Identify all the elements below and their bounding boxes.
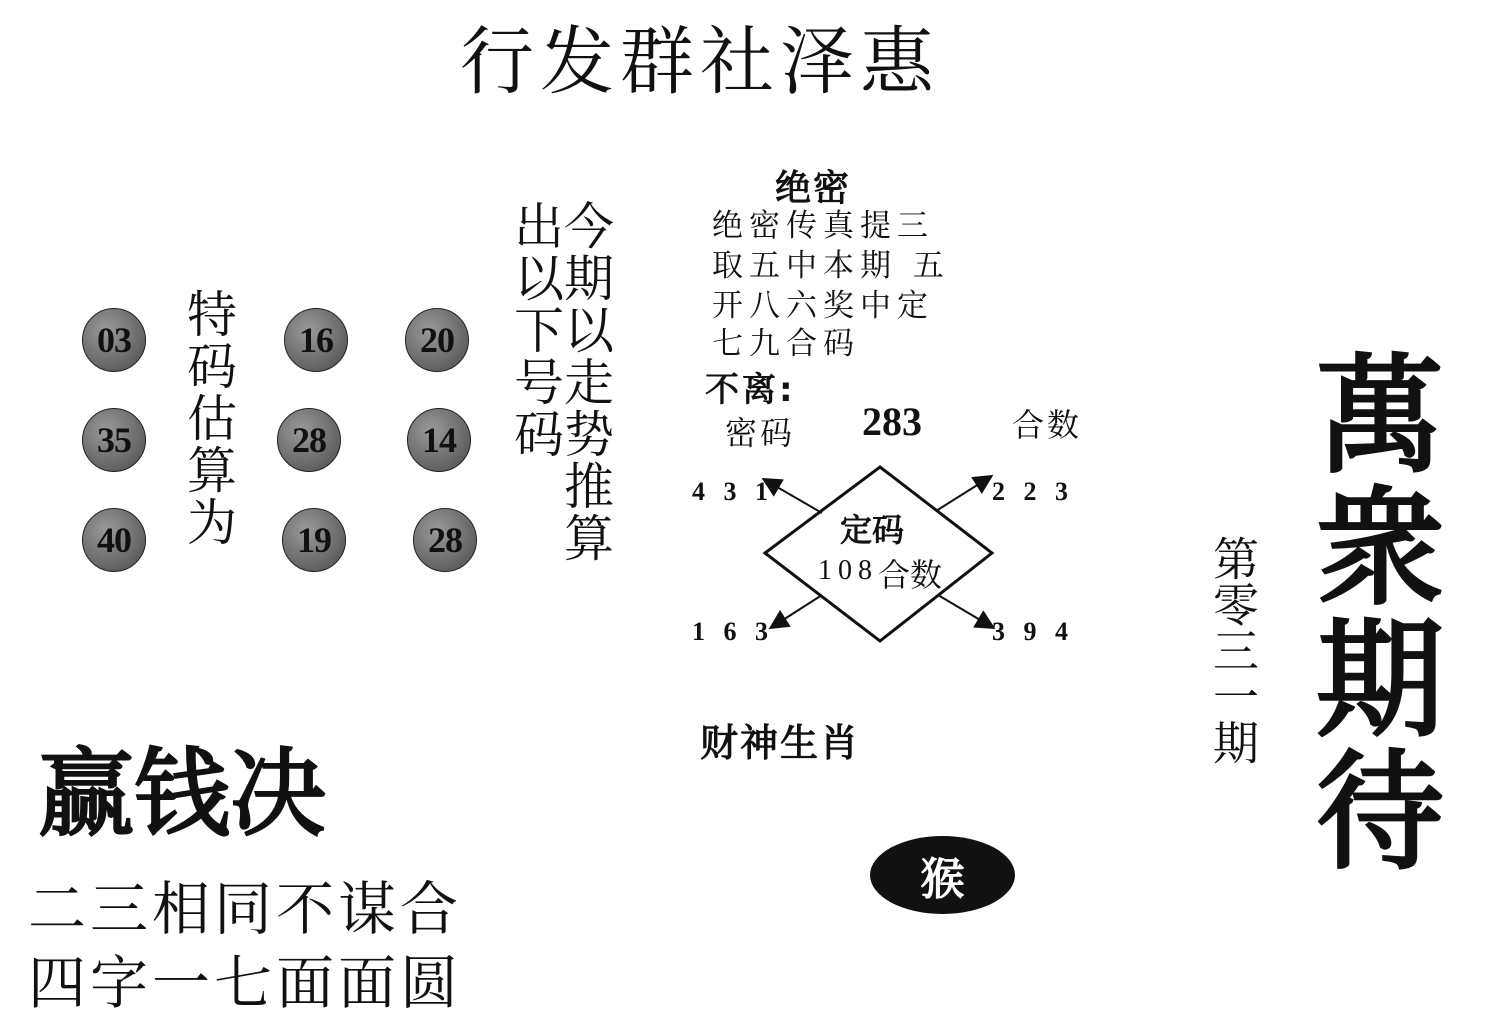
number-ball: 16	[284, 308, 348, 372]
number-ball: 28	[277, 408, 341, 472]
secret-line: 取五中本期 五	[712, 248, 950, 284]
trend-column-2: 出以下号码	[506, 200, 564, 460]
diamond-title: 定码	[840, 511, 905, 549]
corner-bottom-left: 1 6 3	[692, 617, 774, 646]
winning-secret-line: 四字一七面面圆	[28, 949, 463, 1017]
arrow-top-right	[936, 477, 990, 511]
buli-label: 不离:	[705, 370, 796, 410]
number-ball: 40	[82, 508, 146, 572]
secret-heading: 绝密	[775, 168, 852, 209]
number-ball: 28	[413, 508, 477, 572]
page-title: 行发群社泽惠	[460, 19, 940, 105]
corner-bottom-right: 3 9 4	[992, 617, 1074, 646]
corner-top-right: 2 2 3	[992, 477, 1074, 506]
estimate-label: 特码估算为	[179, 288, 237, 548]
arrow-bottom-right	[938, 595, 992, 627]
number-ball: 03	[82, 308, 146, 372]
slogan: 萬衆期待	[1294, 348, 1444, 876]
code-label: 密码	[725, 414, 796, 452]
diamond-value: 108	[818, 555, 878, 586]
secret-line: 绝密传真提三	[712, 208, 934, 244]
sum-label: 合数	[1012, 406, 1083, 444]
diamond-value-suffix: 合数	[878, 556, 943, 594]
winning-secret-heading: 赢钱决	[38, 737, 326, 850]
caishen-label: 财神生肖	[700, 721, 861, 765]
number-ball: 14	[407, 408, 471, 472]
arrow-bottom-left	[772, 595, 822, 627]
secret-line: 七九合码	[712, 326, 860, 362]
winning-secret-line: 二三相同不谋合	[28, 875, 463, 943]
zodiac-answer-badge: 猴	[870, 836, 1015, 914]
secret-line: 开八六奖中定	[712, 288, 934, 324]
corner-top-left: 4 3 1	[692, 477, 774, 506]
number-ball: 35	[82, 408, 146, 472]
trend-column-1: 今期以走势推算	[556, 200, 614, 564]
number-ball: 19	[282, 508, 346, 572]
code-value: 283	[862, 399, 922, 444]
number-ball: 20	[405, 308, 469, 372]
issue-number: 第零三一期	[1206, 535, 1260, 765]
